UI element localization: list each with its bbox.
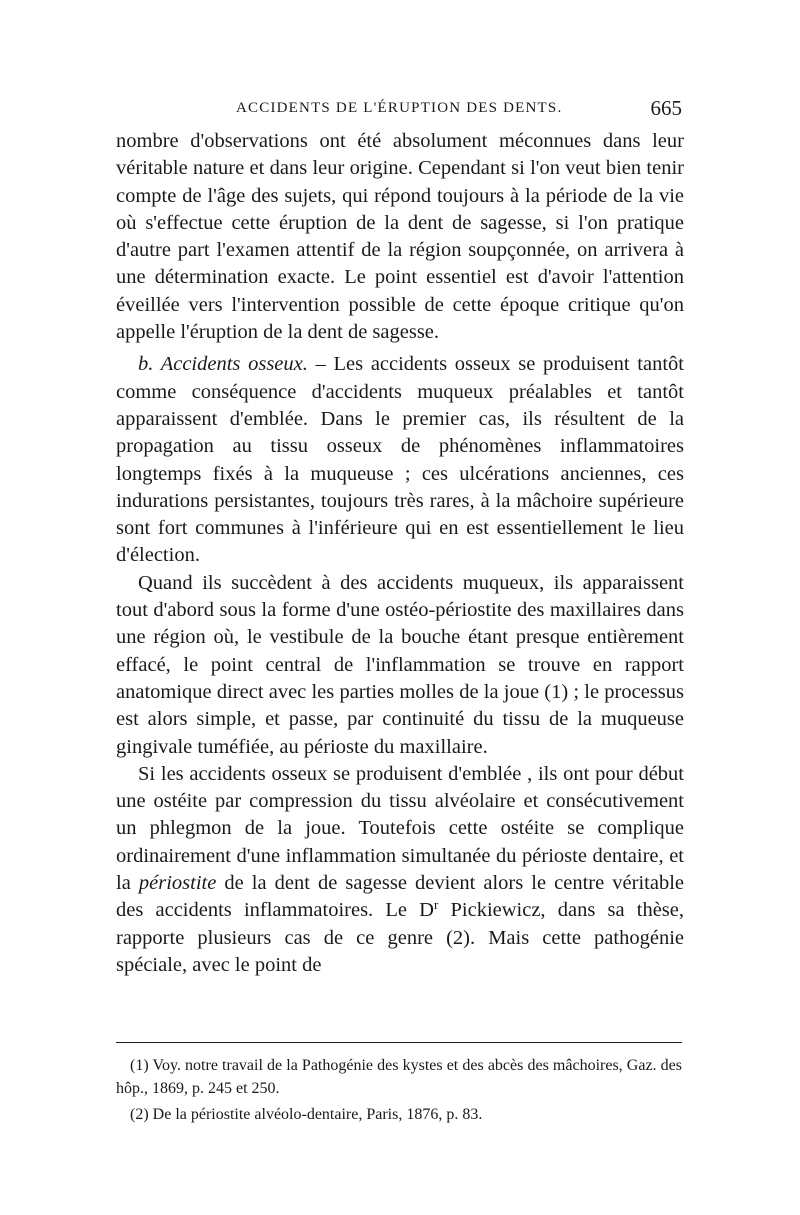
paragraph-1: nombre d'observations ont été absolument méconnues dans leur véritable nature et dans leur origine. Cependant si l'on veut bien tenir compte de l'âge des sujets, qui répond toujours à la période de la vie où s'effectue cette éruption de la dent de sagesse, si l'on pratique d'autre part l'examen attentif de la région soupçonnée, on arrivera à une détermination exacte. Le point essentiel est d'avoir l'attention éveillée vers l'intervention possible de cette époque critique qu'on appelle l'éruption de la dent de sagesse. [116,130,684,344]
body-text [116,128,684,979]
footnote-1: (1) Voy. notre travail de la Pathogénie des kystes et des abcès des mâchoires, Gaz. des hôp., 1869, p. 245 et 250. [116,1057,682,1097]
section-label: b. Accidents osseux. [138,353,308,376]
paragraph-4-part-c: Pickiewicz, dans sa thèse, rapporte plusieurs cas de ce genre (2). Mais cette pathogénie spéciale, avec le point de [116,899,684,976]
footnotes [116,1055,682,1131]
doctor-superscript: r [433,897,439,913]
periostite-italic: périostite [138,872,217,895]
paragraph-2 [116,351,684,569]
paragraph-4 [116,761,684,979]
running-title: ACCIDENTS DE L'ÉRUPTION DES DENTS. [236,100,563,116]
paragraph-2-text: – Les accidents osseux se produisent tantôt comme conséquence d'accidents muqueux préalables et tantôt apparaissent d'emblée. Dans le premier cas, ils résultent de la propagation au tissu osseux de phénomènes inflammatoires longtemps fixés à la muqueuse ; ces ulcérations anciennes, ces indurations persistantes, toujours très rares, à la mâchoire supérieure sont fort communes à l'inférieure qui en est essentiellement le lieu d'élection. [116,353,684,567]
page-header [118,96,682,124]
footnote-rule [116,1042,682,1043]
paragraph-3: Quand ils succèdent à des accidents muqueux, ils apparaissent tout d'abord sous la forme d'une ostéo-périostite des maxillaires dans une région où, le vestibule de la bouche étant presque entièrement effacé, le point central de l'inflammation se trouve en rapport anatomique direct avec les parties molles de la joue (1) ; le processus est alors simple, et passe, par continuité du tissu de la muqueuse gingivale tuméfiée, au périoste du maxillaire. [116,571,684,758]
page-number: 665 [650,96,682,120]
paragraph-4-part-a: Si les accidents osseux se produisent d'emblée , ils ont pour début une ostéite par compression du tissu alvéolaire et consécutivement un phlegmon de la joue. Toutefois cette ostéite se complique ordinairement d'une inflammation simultanée du périoste dentaire, et la [116,762,684,895]
paragraph-4-part-b: de la dent de sagesse devient alors le centre véritable des accidents inflammatoires. Le D [116,872,685,922]
footnote-2: (2) De la périostite alvéolo-dentaire, Paris, 1876, p. 83. [130,1106,483,1123]
